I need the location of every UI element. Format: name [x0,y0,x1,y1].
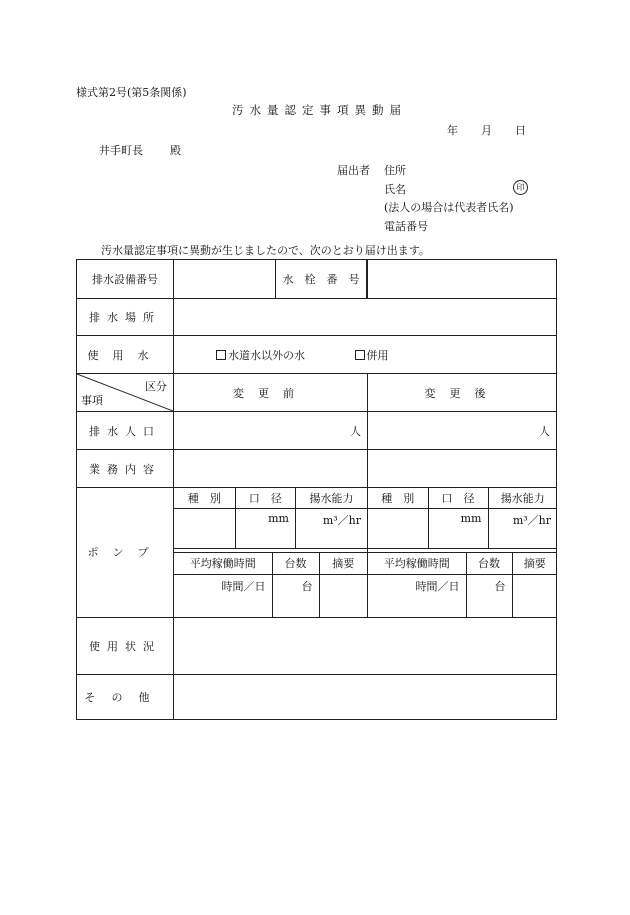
addressee-honorific: 殿 [170,144,181,157]
applicant-label: 届出者 [337,164,370,177]
pump-after-block [368,488,557,618]
date-year: 年 [447,124,458,137]
other-field[interactable] [174,674,557,719]
name-label: 氏名 [384,183,406,196]
water-use-options [174,336,557,374]
faucet-no-field[interactable] [368,260,557,299]
form-number: 様式第2号(第5条関係) [76,86,187,99]
usage-field[interactable] [174,617,557,674]
drain-location-field[interactable] [174,299,557,336]
pump-capacity-field[interactable]: m³／hr [488,508,557,548]
corporate-note: (法人の場合は代表者氏名) [384,201,514,214]
water-use-label: 使用水 [77,336,174,374]
faucet-no-label: 水 栓 番 号 [275,260,367,298]
address-label: 住所 [384,164,406,177]
pump-units-label: 台数 [466,553,512,575]
pump-kind-field[interactable] [174,508,235,548]
pump-caliber-field[interactable]: mm [235,508,295,548]
before-header: 変更前 [174,374,368,412]
pump-summary-label: 摘要 [319,553,367,575]
pump-caliber-label: 口 径 [428,488,488,508]
form-title: 汚水量認定事項異動届 [232,103,407,117]
pump-units-label: 台数 [272,553,319,575]
pump-summary-label: 摘要 [512,553,557,575]
population-before-field[interactable]: 人 [174,412,368,450]
pump-hours-field[interactable]: 時間／日 [368,575,466,617]
category-item-header [77,374,174,412]
water-option-combined-checkbox[interactable]: 併用 [355,349,389,362]
pump-units-field[interactable]: 台 [466,575,512,617]
date-day: 日 [515,124,526,137]
date-month: 月 [481,124,492,137]
pump-units-field[interactable]: 台 [272,575,319,617]
pump-label: ポンプ [77,488,174,618]
pump-hours-label: 平均稼働時間 [174,553,272,575]
business-label: 業務内容 [77,450,174,488]
pump-caliber-field[interactable]: mm [428,508,488,548]
pump-hours-label: 平均稼働時間 [368,553,466,575]
intro-text: 汚水量認定事項に異動が生じましたので、次のとおり届け出ます。 [101,244,430,257]
category-label: 区分 [145,380,167,393]
addressee-name: 井手町長 [99,144,143,157]
pump-summary-field[interactable] [319,575,367,617]
seal-icon: 印 [513,180,528,195]
after-header: 変更後 [368,374,557,412]
pump-summary-field[interactable] [512,575,557,617]
water-option-other-checkbox[interactable]: 水道水以外の水 [216,349,305,362]
pump-kind-label: 種 別 [174,488,235,508]
pump-capacity-label: 揚水能力 [488,488,557,508]
usage-label: 使用状況 [77,617,174,674]
drain-population-label: 排水人口 [77,412,174,450]
pump-hours-field[interactable]: 時間／日 [174,575,272,617]
drain-facility-no-field[interactable] [174,260,368,299]
phone-label: 電話番号 [384,220,428,233]
drain-facility-no-label: 排水設備番号 [77,260,174,299]
drain-location-label: 排水場所 [77,299,174,336]
pump-caliber-label: 口 径 [235,488,295,508]
pump-before-block [174,488,368,618]
form-table [76,259,557,720]
pump-capacity-label: 揚水能力 [296,488,368,508]
pump-capacity-field[interactable]: m³／hr [296,508,368,548]
population-after-field[interactable]: 人 [368,412,557,450]
business-after-field[interactable] [368,450,557,488]
business-before-field[interactable] [174,450,368,488]
pump-kind-field[interactable] [368,508,428,548]
item-label: 事項 [81,394,103,407]
pump-kind-label: 種 別 [368,488,428,508]
other-label: その他 [77,674,174,719]
